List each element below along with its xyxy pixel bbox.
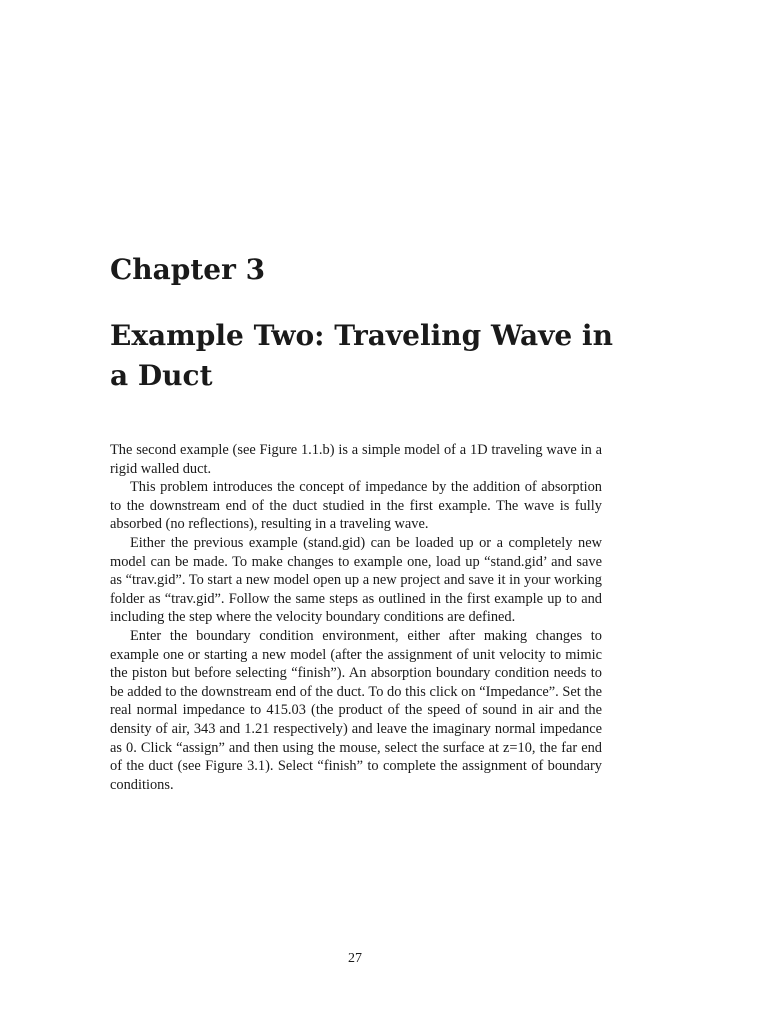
- paragraph: Enter the boundary condition environment, either after making changes to example one or starting a new model (after the assignment of unit velocity to mimic the piston but before selecting “finish”). An absorption boundary condition needs to be added to the downstream end of the duct. To do this click on “Impedance”. Set the real normal impedance to 415.03 (the product of the speed of sound in air and the density of air, 343 and 1.21 respectively) and leave the imaginary normal impedance as 0. Click “assign” and then using the mouse, select the surface at z=10, the far end of the duct (see Figure 3.1). Select “finish” to complete the assignment of boundary conditions.: [110, 627, 602, 793]
- chapter-label: Chapter 3: [110, 253, 266, 286]
- paragraph: The second example (see Figure 1.1.b) is a simple model of a 1D traveling wave in a rigid walled duct.: [110, 442, 602, 477]
- paragraph: Either the previous example (stand.gid) can be loaded up or a completely new model can be made. To make changes to example one, load up “stand.gid’ and save as “trav.gid”. To start a new model open up a new project and save it in your working folder as “trav.gid”. Follow the same steps as outlined in the first example up to and including the step where the velocity boundary conditions are defined.: [110, 534, 602, 626]
- paragraph: This problem introduces the concept of impedance by the addition of absorption to the downstream end of the duct studied in the first example. The wave is fully absorbed (no reflections), resulting in a traveling wave.: [110, 479, 602, 533]
- body-text: [110, 441, 602, 794]
- page-number: 27: [348, 951, 362, 966]
- chapter-title: Example Two: Traveling Wave in a Duct: [110, 319, 613, 392]
